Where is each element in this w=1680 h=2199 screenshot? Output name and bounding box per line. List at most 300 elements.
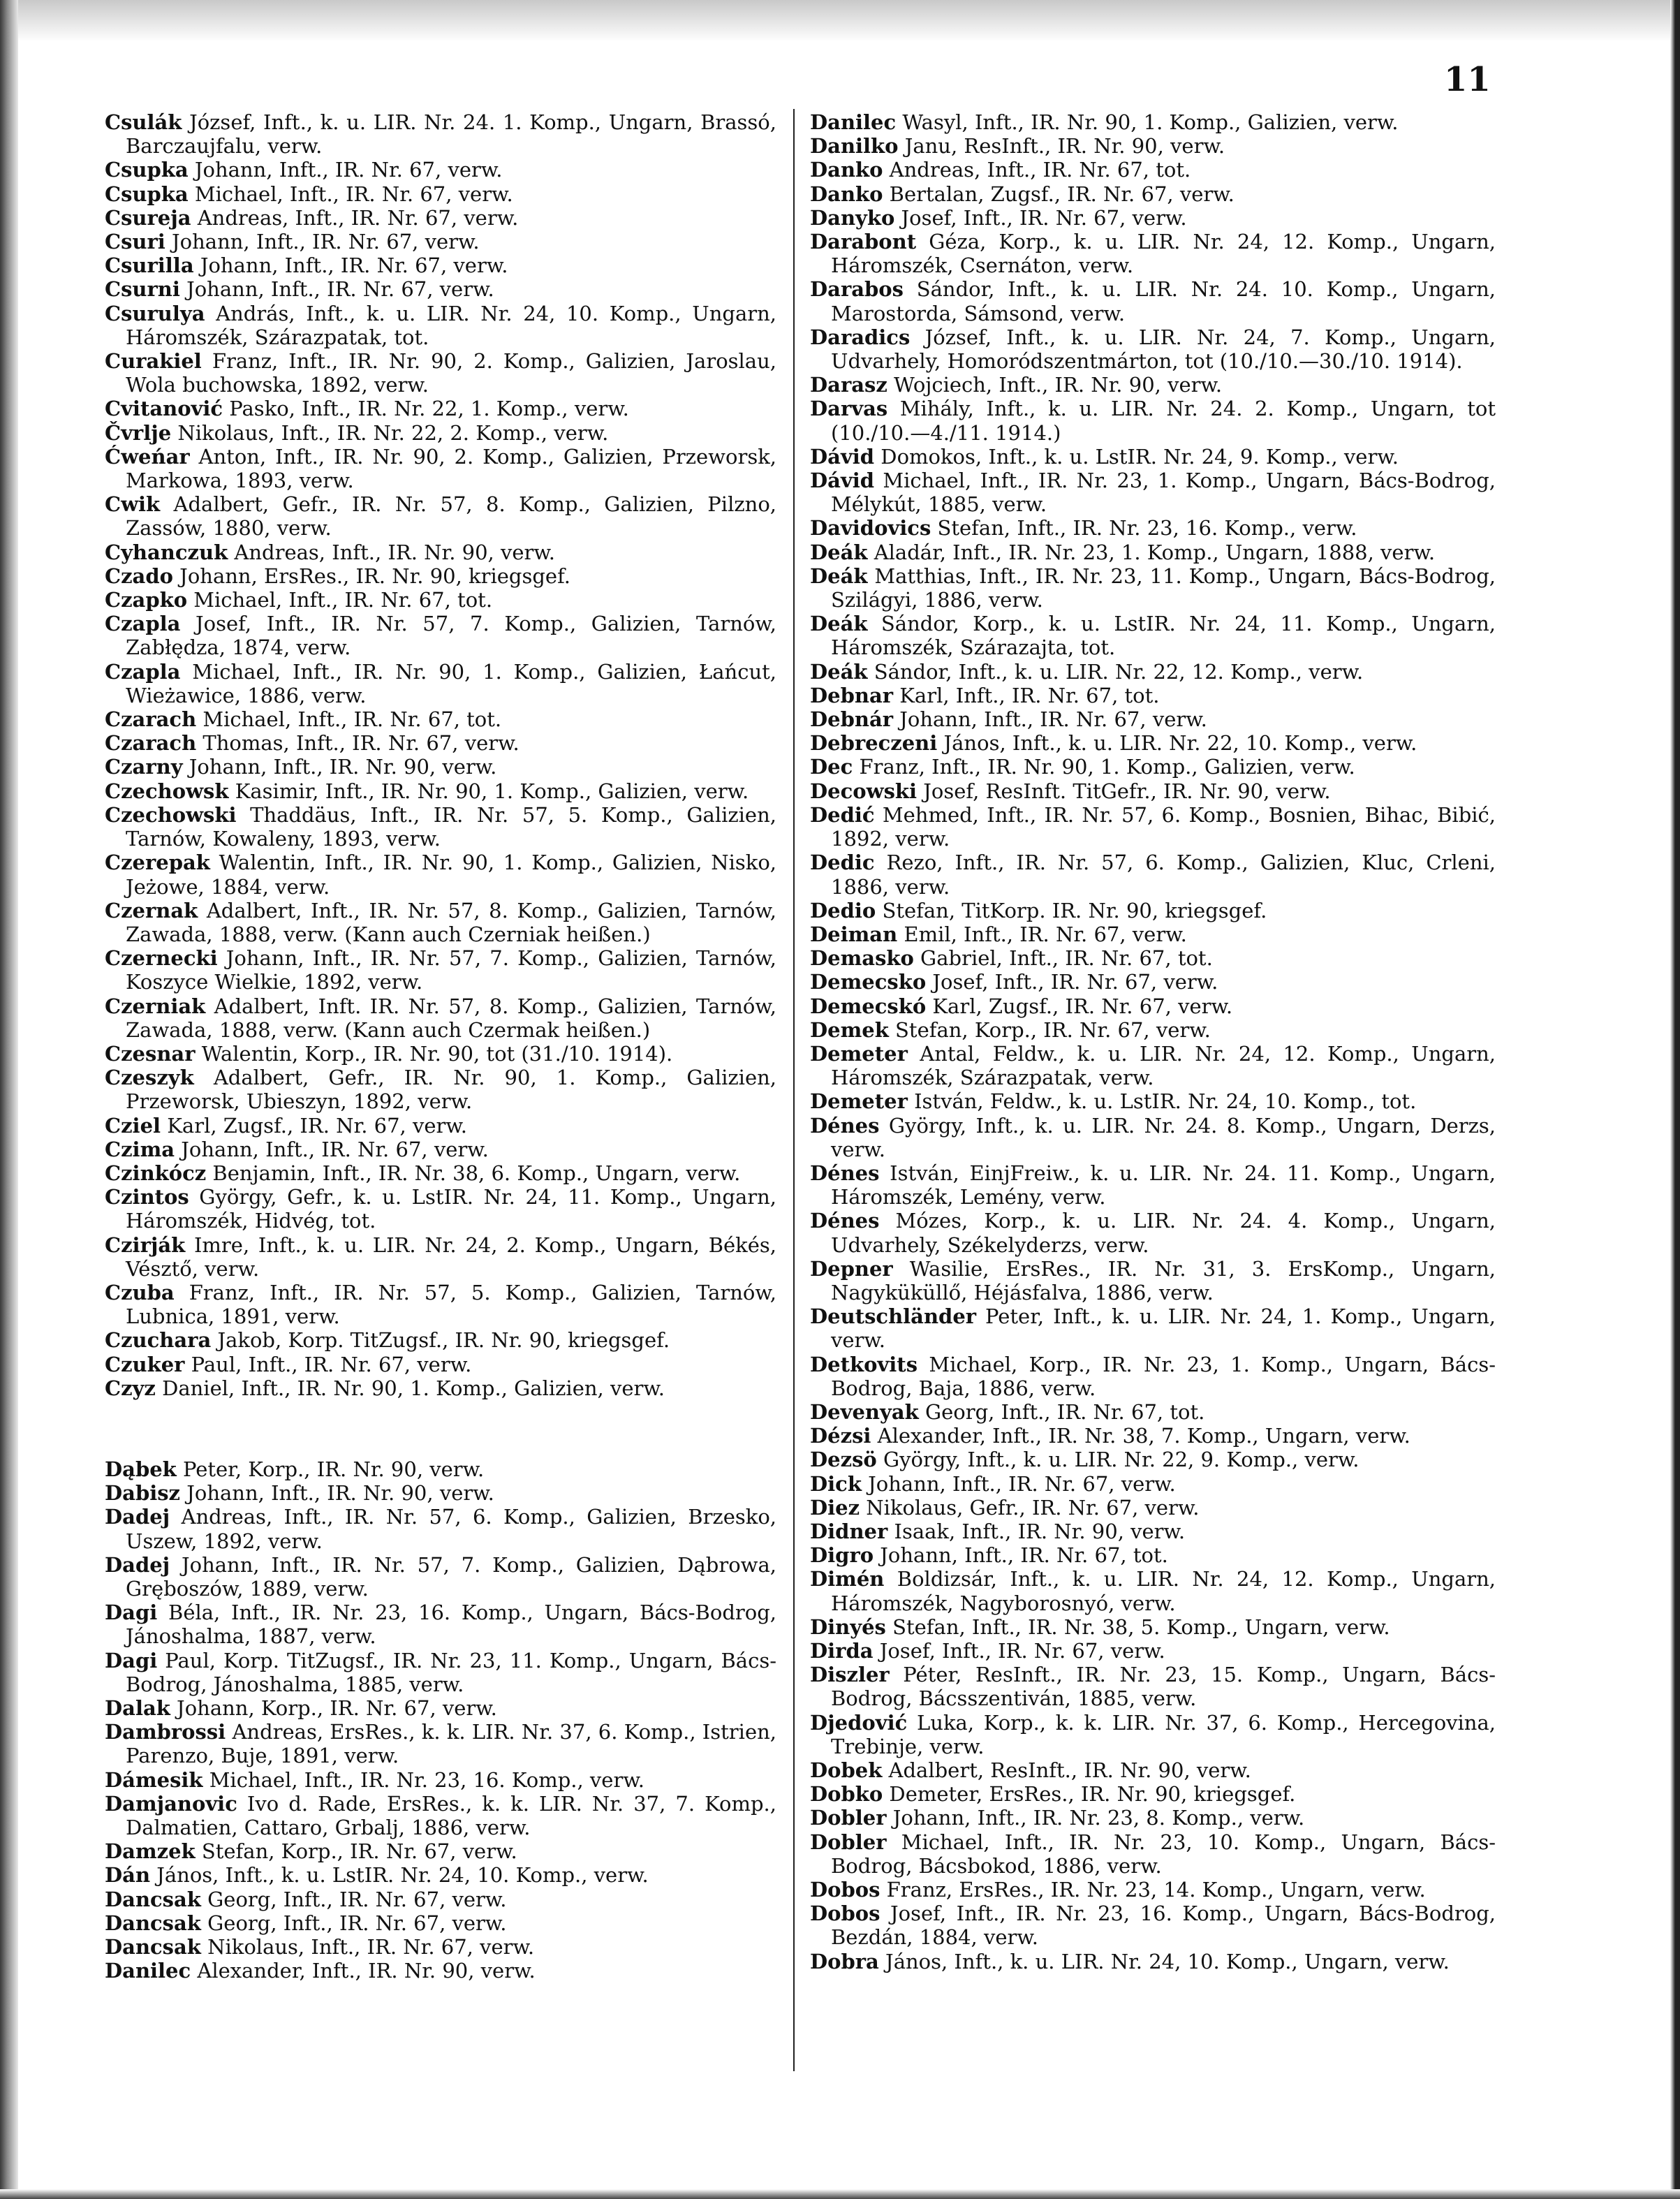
list-entry [105, 899, 776, 946]
list-entry [810, 158, 1496, 182]
entry-surname: Ćweńar [105, 444, 190, 469]
list-entry [105, 492, 776, 540]
list-entry [810, 516, 1496, 540]
entry-surname: Demeter [810, 1089, 908, 1114]
entry-surname: Czernecki [105, 946, 218, 971]
list-entry [105, 158, 776, 182]
list-entry [810, 994, 1496, 1018]
entry-details: Géza, Korp., k. u. LIR. Nr. 24, 12. Komp., Ungarn, Háromszék, Csernáton, verw. [831, 230, 1496, 278]
list-entry [810, 206, 1496, 230]
entry-details: Karl, Zugsf., IR. Nr. 67, verw. [161, 1113, 467, 1138]
list-entry [105, 1114, 776, 1138]
list-entry [810, 946, 1496, 970]
entry-details: György, Gefr., k. u. LstIR. Nr. 24, 11. Komp., Ungarn, Háromszék, Hidvég, tot. [126, 1185, 776, 1233]
list-entry [810, 182, 1496, 206]
entry-details: Wasyl, Inft., IR. Nr. 90, 1. Komp., Galizien, verw. [896, 110, 1399, 134]
entry-surname: Dedic [810, 851, 875, 875]
list-entry [810, 1830, 1496, 1878]
entry-surname: Demecskó [810, 994, 927, 1018]
list-entry [105, 445, 776, 492]
list-entry [810, 1663, 1496, 1710]
entry-details: Bertalan, Zugsf., IR. Nr. 67, verw. [883, 182, 1235, 206]
list-entry [105, 779, 776, 803]
list-entry [810, 612, 1496, 659]
page-right-edge [1670, 0, 1680, 2199]
entry-details: Johann, Inft., IR. Nr. 67, verw. [188, 158, 503, 182]
list-entry [810, 1257, 1496, 1304]
list-entry [810, 851, 1496, 898]
entry-surname: Dobek [810, 1758, 883, 1783]
entry-surname: Demasko [810, 946, 914, 971]
list-entry [105, 1888, 776, 1911]
entry-details: Michael, Korp., IR. Nr. 23, 1. Komp., Ungarn, Bács-Bodrog, Baja, 1886, verw. [831, 1352, 1496, 1400]
list-entry [810, 469, 1496, 516]
entry-surname: Czapla [105, 612, 181, 636]
entry-details: Johann, Inft., IR. Nr. 67, verw. [165, 230, 480, 254]
entry-details: Johann, Inft., IR. Nr. 67, verw. [893, 707, 1207, 732]
entry-surname: Dalak [105, 1696, 170, 1720]
entry-surname: Deák [810, 540, 868, 564]
entry-details: Péter, ResInft., IR. Nr. 23, 15. Komp., Ungarn, Bács-Bodrog, Bácsszentiván, 1885, verw. [831, 1663, 1496, 1711]
entry-details: Adalbert, Gefr., IR. Nr. 57, 8. Komp., Galizien, Pilzno, Zassów, 1880, verw. [126, 492, 776, 540]
entry-details: Pasko, Inft., IR. Nr. 22, 1. Komp., verw. [223, 397, 629, 421]
entry-details: Paul, Inft., IR. Nr. 67, verw. [184, 1352, 472, 1376]
entry-details: István, Feldw., k. u. LstIR. Nr. 24, 10. Komp., tot. [907, 1089, 1417, 1114]
list-entry [105, 803, 776, 851]
entry-surname: Decowski [810, 779, 918, 803]
entry-details: Alexander, Inft., IR. Nr. 38, 7. Komp., Ungarn, verw. [871, 1424, 1410, 1448]
entry-details: Josef, Inft., IR. Nr. 23, 16. Komp., Ungarn, Bács-Bodrog, Bezdán, 1884, verw. [831, 1902, 1496, 1950]
list-entry [810, 684, 1496, 707]
entry-details: Stefan, TitKorp. IR. Nr. 90, kriegsgef. [876, 898, 1267, 922]
list-entry [810, 277, 1496, 325]
list-entry [810, 1161, 1496, 1209]
entry-surname: Czernak [105, 898, 198, 922]
entry-details: Michael, Inft., IR. Nr. 23, 1. Komp., Ungarn, Bács-Bodrog, Mélykút, 1885, verw. [831, 469, 1496, 517]
entry-surname: Dézsi [810, 1424, 871, 1448]
list-entry [810, 1615, 1496, 1639]
list-entry [105, 1066, 776, 1113]
entry-details: Karl, Zugsf., IR. Nr. 67, verw. [926, 994, 1233, 1018]
entry-surname: Czinkócz [105, 1161, 207, 1185]
list-entry [105, 1281, 776, 1328]
entry-surname: Deák [810, 564, 868, 588]
list-entry [810, 1496, 1496, 1520]
list-entry [810, 1878, 1496, 1902]
entry-surname: Cyhanczuk [105, 540, 228, 564]
list-entry [105, 755, 776, 779]
column-divider [793, 109, 795, 2071]
list-entry [105, 1863, 776, 1887]
entry-details: András, Inft., k. u. LIR. Nr. 24, 10. Komp., Ungarn, Háromszék, Szárazpatak, tot. [126, 301, 776, 349]
entry-surname: Czuchara [105, 1328, 212, 1353]
entry-details: Johann, Inft., IR. Nr. 67, verw. [861, 1471, 1176, 1496]
entry-details: Georg, Inft., IR. Nr. 67, tot. [918, 1399, 1205, 1424]
entry-surname: Demek [810, 1017, 889, 1042]
list-entry [105, 1481, 776, 1505]
entry-details: Franz, Inft., IR. Nr. 90, 2. Komp., Galizien, Jaroslau, Wola buchowska, 1892, verw. [126, 349, 776, 397]
entry-surname: Curakiel [105, 349, 202, 374]
entry-details: Sándor, Inft., k. u. LIR. Nr. 22, 12. Komp., verw. [867, 659, 1364, 684]
list-entry [810, 707, 1496, 731]
entry-details: Andreas, ErsRes., k. k. LIR. Nr. 37, 6. Komp., Istrien, Parenzo, Buje, 1891, verw. [126, 1720, 776, 1768]
list-entry [810, 397, 1496, 444]
list-entry [810, 445, 1496, 469]
entry-surname: Czintos [105, 1185, 189, 1209]
entry-surname: Damjanovic [105, 1791, 237, 1816]
entry-surname: Djedović [810, 1710, 908, 1735]
entry-details: Johann, Inft., IR. Nr. 67, verw. [179, 277, 494, 302]
entry-surname: Dobler [810, 1806, 887, 1830]
entry-surname: Czechowsk [105, 779, 229, 803]
entry-surname: Demecsko [810, 970, 927, 994]
list-entry [105, 1959, 776, 1983]
entry-details: Janu, ResInft., IR. Nr. 90, verw. [898, 134, 1225, 159]
entry-details: Kasimir, Inft., IR. Nr. 90, 1. Komp., Galizien, verw. [228, 779, 749, 803]
entry-surname: Daradics [810, 325, 911, 349]
entry-details: János, Inft., k. u. LIR. Nr. 24, 10. Komp., Ungarn, verw. [878, 1949, 1450, 1973]
page-top-shadow [0, 0, 1680, 42]
list-entry [810, 564, 1496, 612]
entry-surname: Cwik [105, 492, 161, 517]
list-entry [105, 1328, 776, 1352]
list-entry [105, 851, 776, 898]
entry-surname: Debnar [810, 683, 894, 707]
entry-surname: Dancsak [105, 1935, 201, 1959]
right-column [810, 110, 1496, 1973]
list-entry [105, 1649, 776, 1696]
list-entry [810, 1711, 1496, 1758]
entry-surname: Dagi [105, 1648, 158, 1672]
entry-details: Thaddäus, Inft., IR. Nr. 57, 5. Komp., Galizien, Tarnów, Kowaleny, 1893, verw. [126, 802, 776, 851]
entry-surname: Dadej [105, 1552, 170, 1577]
list-entry [810, 110, 1496, 134]
list-entry [105, 1601, 776, 1648]
entry-details: Ivo d. Rade, ErsRes., k. k. LIR. Nr. 37, 7. Komp., Dalmatien, Cattaro, Grbalj, 1886, verw. [126, 1791, 776, 1840]
entry-surname: Csulák [105, 110, 182, 134]
entry-details: Antal, Feldw., k. u. LIR. Nr. 24, 12. Komp., Ungarn, Háromszék, Szárazpatak, verw. [831, 1041, 1496, 1090]
entry-details: Franz, Inft., IR. Nr. 57, 5. Komp., Galizien, Tarnów, Lubnica, 1891, verw. [126, 1280, 776, 1329]
entry-surname: Darabont [810, 230, 917, 254]
entry-surname: Dávid [810, 469, 875, 493]
entry-surname: Dabisz [105, 1481, 181, 1506]
entry-details: Walentin, Inft., IR. Nr. 90, 1. Komp., Galizien, Nisko, Jeżowe, 1884, verw. [126, 851, 776, 899]
list-entry [105, 1505, 776, 1552]
entry-surname: Dénes [810, 1209, 880, 1233]
entry-surname: Cvitanović [105, 397, 223, 421]
entry-details: Johann, ErsRes., IR. Nr. 90, kriegsgef. [172, 564, 570, 588]
entry-surname: Danko [810, 158, 883, 182]
entry-details: Andreas, Inft., IR. Nr. 67, verw. [191, 205, 519, 230]
list-entry [105, 707, 776, 731]
entry-surname: Diez [810, 1495, 860, 1520]
section-gap [105, 1400, 776, 1457]
entry-surname: Czuba [105, 1280, 175, 1304]
entry-surname: Dimén [810, 1567, 885, 1591]
list-entry [105, 1185, 776, 1233]
list-entry [810, 922, 1496, 946]
entry-surname: Deutschländer [810, 1304, 977, 1329]
entry-details: Alexander, Inft., IR. Nr. 90, verw. [191, 1959, 536, 1983]
entry-surname: Czapko [105, 588, 188, 612]
entry-details: Nikolaus, Inft., IR. Nr. 67, verw. [200, 1935, 535, 1959]
list-entry [810, 1543, 1496, 1567]
list-entry [810, 970, 1496, 994]
entry-surname: Dobko [810, 1782, 883, 1807]
entry-surname: Dancsak [105, 1887, 201, 1911]
entry-details: Andreas, Inft., IR. Nr. 57, 6. Komp., Galizien, Brzesko, Uszew, 1892, verw. [126, 1505, 776, 1553]
list-entry [105, 1376, 776, 1400]
entry-details: Sándor, Korp., k. u. LstIR. Nr. 24, 11. Komp., Ungarn, Háromszék, Szárazajta, tot. [831, 612, 1496, 660]
entry-surname: Czado [105, 564, 173, 588]
list-entry [810, 1448, 1496, 1471]
entry-surname: Dezsö [810, 1448, 877, 1472]
list-entry [105, 1792, 776, 1839]
list-entry [810, 755, 1496, 779]
entry-details: Johann, Inft., IR. Nr. 90, verw. [180, 1481, 494, 1506]
list-entry [810, 1209, 1496, 1256]
entry-surname: Depner [810, 1256, 893, 1281]
list-entry [810, 1782, 1496, 1806]
entry-details: Paul, Korp. TitZugsf., IR. Nr. 23, 11. Komp., Ungarn, Bács-Bodrog, Jánoshalma, 1885, verw. [126, 1648, 776, 1696]
list-entry [810, 1758, 1496, 1782]
entry-details: Michael, Inft., IR. Nr. 23, 16. Komp., verw. [202, 1767, 644, 1792]
entry-details: György, Inft., k. u. LIR. Nr. 24. 8. Komp., Ungarn, Derzs, verw. [831, 1113, 1496, 1161]
list-entry [105, 206, 776, 230]
list-entry [810, 230, 1496, 277]
page-bottom-edge [0, 2189, 1680, 2199]
entry-surname: Dec [810, 755, 853, 779]
list-entry [810, 325, 1496, 373]
entry-surname: Danyko [810, 205, 895, 230]
entry-details: István, EinjFreiw., k. u. LIR. Nr. 24. 11. Komp., Ungarn, Háromszék, Lemény, verw. [831, 1161, 1496, 1209]
entry-details: Mózes, Korp., k. u. LIR. Nr. 24. 4. Komp., Ungarn, Udvarhely, Székelyderzs, verw. [831, 1209, 1496, 1257]
list-entry [810, 1639, 1496, 1663]
entry-details: Matthias, Inft., IR. Nr. 23, 11. Komp., Ungarn, Bács-Bodrog, Szilágyi, 1886, verw. [831, 564, 1496, 612]
entry-surname: Czerniak [105, 994, 206, 1018]
entry-details: Adalbert, ResInft., IR. Nr. 90, verw. [882, 1758, 1251, 1783]
list-entry [810, 1520, 1496, 1543]
list-entry [810, 1902, 1496, 1949]
entry-surname: Csureja [105, 205, 191, 230]
list-entry [810, 803, 1496, 851]
entry-details: János, Inft., k. u. LstIR. Nr. 24, 10. Komp., verw. [150, 1863, 649, 1888]
entry-details: Adalbert, Gefr., IR. Nr. 90, 1. Komp., Galizien, Przeworsk, Ubieszyn, 1892, verw. [126, 1066, 776, 1114]
entry-details: Emil, Inft., IR. Nr. 67, verw. [897, 922, 1187, 946]
entry-surname: Dénes [810, 1161, 880, 1185]
entry-details: Michael, Inft., IR. Nr. 90, 1. Komp., Galizien, Łańcut, Wieżawice, 1886, verw. [126, 659, 776, 707]
entry-details: Stefan, Inft., IR. Nr. 23, 16. Komp., verw. [931, 516, 1357, 540]
entry-surname: Dávid [810, 444, 875, 469]
entry-surname: Dancsak [105, 1911, 201, 1935]
list-entry [105, 349, 776, 397]
list-entry [105, 731, 776, 755]
entry-details: Stefan, Korp., IR. Nr. 67, verw. [195, 1839, 517, 1864]
list-entry [810, 1042, 1496, 1089]
entry-surname: Czuker [105, 1352, 185, 1376]
entry-surname: Czarach [105, 707, 197, 732]
entry-surname: Czarny [105, 755, 183, 779]
list-entry [105, 397, 776, 420]
entry-surname: Deák [810, 659, 868, 684]
entry-surname: Diszler [810, 1663, 890, 1687]
entry-surname: Czesnar [105, 1041, 196, 1066]
entry-details: Johann, Korp., IR. Nr. 67, verw. [170, 1696, 497, 1720]
list-entry [810, 1089, 1496, 1113]
entry-surname: Csuri [105, 230, 165, 254]
entry-details: Walentin, Korp., IR. Nr. 90, tot (31./10. 1914). [195, 1041, 673, 1066]
entry-surname: Dirda [810, 1639, 874, 1663]
entry-details: Georg, Inft., IR. Nr. 67, verw. [200, 1911, 507, 1935]
entry-details: Stefan, Korp., IR. Nr. 67, verw. [888, 1017, 1211, 1042]
list-entry [105, 1042, 776, 1066]
entry-surname: Czarach [105, 731, 197, 756]
entry-details: Jakob, Korp. TitZugsf., IR. Nr. 90, kriegsgef. [211, 1328, 670, 1353]
entry-details: Josef, Inft., IR. Nr. 67, verw. [873, 1639, 1165, 1663]
entry-details: Domokos, Inft., k. u. LstIR. Nr. 24, 9. Komp., verw. [874, 444, 1399, 469]
entry-details: Michael, Inft., IR. Nr. 67, tot. [187, 588, 493, 612]
page-number: 11 [1444, 60, 1491, 99]
list-entry [105, 1553, 776, 1601]
entry-surname: Debnár [810, 707, 894, 732]
list-entry [105, 1233, 776, 1281]
entry-surname: Czirják [105, 1233, 186, 1257]
list-entry [810, 1353, 1496, 1400]
entry-details: Gabriel, Inft., IR. Nr. 67, tot. [913, 946, 1213, 971]
entry-surname: Digro [810, 1543, 874, 1568]
entry-details: Georg, Inft., IR. Nr. 67, verw. [200, 1887, 507, 1911]
entry-surname: Csurni [105, 277, 180, 302]
entry-surname: Čvrlje [105, 420, 172, 445]
list-entry [810, 1806, 1496, 1830]
entry-details: Isaak, Inft., IR. Nr. 90, verw. [887, 1519, 1186, 1543]
list-entry [105, 946, 776, 994]
list-entry [105, 253, 776, 277]
entry-surname: Dąbek [105, 1457, 177, 1481]
entry-surname: Darabos [810, 277, 904, 302]
list-entry [810, 731, 1496, 755]
entry-surname: Dambrossi [105, 1720, 226, 1744]
list-entry [810, 1472, 1496, 1496]
entry-surname: Cziel [105, 1113, 161, 1138]
entry-details: József, Inft., k. u. LIR. Nr. 24, 7. Komp., Ungarn, Udvarhely, Homoródszentmárton, tot (10./10.—30./10. 1914). [831, 325, 1496, 374]
entry-details: Johann, Inft., IR. Nr. 90, verw. [182, 755, 497, 779]
entry-surname: Dénes [810, 1113, 880, 1138]
entry-details: Karl, Inft., IR. Nr. 67, tot. [893, 683, 1160, 707]
entry-surname: Damzek [105, 1839, 196, 1864]
entry-surname: Dán [105, 1863, 151, 1888]
entry-details: Johann, Inft., IR. Nr. 67, verw. [175, 1137, 489, 1161]
list-entry [105, 1457, 776, 1481]
entry-surname: Debreczeni [810, 731, 938, 756]
list-entry [105, 421, 776, 445]
list-entry [105, 1768, 776, 1792]
list-entry [105, 1911, 776, 1935]
entry-surname: Didner [810, 1519, 888, 1543]
entry-details: Johann, Inft., IR. Nr. 67, verw. [193, 253, 508, 278]
list-entry [105, 1935, 776, 1959]
list-entry [105, 1161, 776, 1185]
list-entry [105, 540, 776, 564]
entry-details: Michael, Inft., IR. Nr. 23, 10. Komp., Ungarn, Bács-Bodrog, Bácsbokod, 1886, verw. [831, 1830, 1496, 1878]
entry-details: Michael, Inft., IR. Nr. 67, tot. [196, 707, 502, 732]
list-entry [105, 182, 776, 206]
entry-details: Franz, ErsRes., IR. Nr. 23, 14. Komp., Ungarn, verw. [880, 1878, 1426, 1902]
list-entry [105, 1138, 776, 1161]
entry-surname: Dinyés [810, 1615, 886, 1639]
entry-details: Béla, Inft., IR. Nr. 23, 16. Komp., Ungarn, Bács-Bodrog, Jánoshalma, 1887, verw. [126, 1601, 776, 1649]
entry-surname: Dámesik [105, 1767, 203, 1792]
list-entry [810, 779, 1496, 803]
entry-surname: Detkovits [810, 1352, 918, 1376]
list-entry [105, 564, 776, 588]
entry-surname: Czeszyk [105, 1066, 194, 1090]
entry-details: Imre, Inft., k. u. LIR. Nr. 24, 2. Komp., Ungarn, Békés, Vésztő, verw. [126, 1233, 776, 1281]
entry-surname: Dadej [105, 1505, 170, 1529]
list-entry [810, 1424, 1496, 1448]
entry-details: Johann, Inft., IR. Nr. 57, 7. Komp., Galizien, Tarnów, Koszyce Wielkie, 1892, verw. [126, 946, 776, 994]
entry-details: Mihály, Inft., k. u. LIR. Nr. 24. 2. Komp., Ungarn, tot (10./10.—4./11. 1914.) [831, 397, 1496, 445]
entry-details: Aladár, Inft., IR. Nr. 23, 1. Komp., Ungarn, 1888, verw. [867, 540, 1436, 564]
entry-details: Michael, Inft., IR. Nr. 67, verw. [188, 182, 513, 206]
entry-details: Mehmed, Inft., IR. Nr. 57, 6. Komp., Bosnien, Bihac, Bibić, 1892, verw. [831, 802, 1496, 851]
entry-details: Johann, Inft., IR. Nr. 23, 8. Komp., verw. [886, 1806, 1305, 1830]
list-entry [105, 588, 776, 612]
entry-surname: Danko [810, 182, 883, 206]
entry-surname: Czerepak [105, 851, 210, 875]
entry-details: Josef, ResInft. TitGefr., IR. Nr. 90, verw. [917, 779, 1331, 803]
entry-details: Anton, Inft., IR. Nr. 90, 2. Komp., Galizien, Przeworsk, Markowa, 1893, verw. [126, 444, 776, 493]
list-entry [810, 899, 1496, 922]
entry-details: Stefan, Inft., IR. Nr. 38, 5. Komp., Ungarn, verw. [885, 1615, 1390, 1639]
entry-surname: Czechowski [105, 802, 237, 827]
entry-surname: Danilec [105, 1959, 191, 1983]
entry-details: Boldizsár, Inft., k. u. LIR. Nr. 24, 12. Komp., Ungarn, Háromszék, Nagyborosnyó, verw. [831, 1567, 1496, 1615]
entry-details: György, Inft., k. u. LIR. Nr. 22, 9. Komp., verw. [876, 1448, 1360, 1472]
entry-details: Adalbert, Inft. IR. Nr. 57, 8. Komp., Galizien, Tarnów, Zawada, 1888, verw. (Kann auch Czermak heißen.) [126, 994, 776, 1042]
entry-details: Josef, Inft., IR. Nr. 57, 7. Komp., Galizien, Tarnów, Zabłędza, 1874, verw. [126, 612, 776, 660]
entry-details: Thomas, Inft., IR. Nr. 67, verw. [196, 731, 520, 756]
list-entry [105, 994, 776, 1042]
entry-details: Andreas, Inft., IR. Nr. 67, tot. [883, 158, 1191, 182]
entry-surname: Czyz [105, 1376, 156, 1400]
entry-details: Josef, Inft., IR. Nr. 67, verw. [926, 970, 1218, 994]
entry-details: Peter, Korp., IR. Nr. 90, verw. [176, 1457, 485, 1481]
list-entry [810, 1950, 1496, 1973]
entry-details: Josef, Inft., IR. Nr. 67, verw. [894, 205, 1187, 230]
entry-details: Luka, Korp., k. k. LIR. Nr. 37, 6. Komp., Hercegovina, Trebinje, verw. [831, 1710, 1496, 1758]
entry-surname: Dedio [810, 898, 876, 922]
list-entry [810, 1400, 1496, 1424]
entry-details: Franz, Inft., IR. Nr. 90, 1. Komp., Galizien, verw. [853, 755, 1355, 779]
entry-surname: Davidovics [810, 516, 931, 540]
entry-surname: Danilec [810, 110, 897, 134]
entry-details: Johann, Inft., IR. Nr. 67, tot. [874, 1543, 1168, 1568]
entry-details: Nikolaus, Gefr., IR. Nr. 67, verw. [860, 1495, 1200, 1520]
entry-details: János, Inft., k. u. LIR. Nr. 22, 10. Komp., verw. [937, 731, 1417, 756]
entry-details: Nikolaus, Inft., IR. Nr. 22, 2. Komp., verw. [171, 420, 609, 445]
entry-surname: Czima [105, 1137, 175, 1161]
entry-details: Adalbert, Inft., IR. Nr. 57, 8. Komp., Galizien, Tarnów, Zawada, 1888, verw. (Kann auch Czerniak heißen.) [126, 898, 776, 946]
entry-surname: Devenyak [810, 1399, 919, 1424]
entry-details: Andreas, Inft., IR. Nr. 90, verw. [228, 540, 555, 564]
entry-surname: Dedić [810, 802, 875, 827]
entry-details: Wasilie, ErsRes., IR. Nr. 31, 3. ErsKomp., Ungarn, Nagyküküllő, Héjásfalva, 1886, verw. [831, 1256, 1496, 1304]
entry-surname: Darvas [810, 397, 888, 421]
list-entry [105, 230, 776, 253]
entry-surname: Darasz [810, 373, 887, 397]
entry-details: Benjamin, Inft., IR. Nr. 38, 6. Komp., Ungarn, verw. [206, 1161, 741, 1185]
